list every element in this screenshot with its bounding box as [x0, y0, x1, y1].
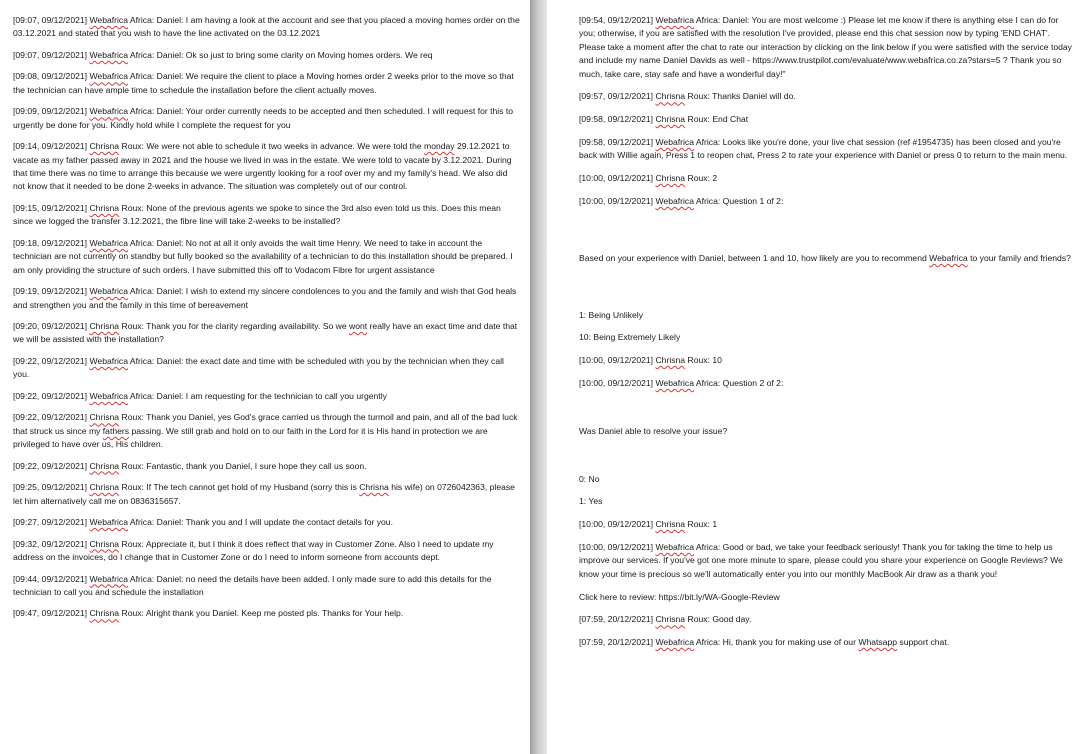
chat-message: [09:22, 09/12/2021] Chrisna Roux: Fantastic, thank you Daniel, I sure hope they call us soon.	[13, 460, 367, 471]
chat-message: 1: Being Unlikely	[579, 309, 644, 320]
chat-message: [09:18, 09/12/2021] Webafrica Africa: Daniel: No not at all it only avoids the wait time Henry. We need to take in account the technician are not currently on standby but fully booked so the availability of a technician to do this installation should be prepared. I am only providing the structure of such orders. I have submitted this off to Vodacom Fibre for urgent assistance	[13, 237, 513, 275]
chat-message: [09:08, 09/12/2021] Webafrica Africa: Daniel: We require the client to place a Moving homes order 2 weeks prior to the move so that the technician can have ample time to schedule the installation before the client actually moves.	[13, 71, 514, 95]
chat-message: 1: Yes	[579, 496, 603, 507]
blank-line	[579, 400, 1076, 425]
chat-message: [10:00, 09/12/2021] Webafrica Africa: Good or bad, we take your feedback seriously! Thank you for taking the time to help us improve our services. If you've got one more minute to spare, please could you share your experience on Google Reviews? We know your time is precious so we'll automatically enter you into our monthly MacBook Air draw as a thank you!	[579, 541, 1063, 579]
chat-message: [10:00, 09/12/2021] Webafrica Africa: Question 1 of 2:	[579, 196, 784, 207]
chat-message: [09:25, 09/12/2021] Chrisna Roux: If The tech cannot get hold of my Husband (sorry this is Chrisna his wife) on 0726042363, please let him alternatively call me on 0836315657.	[13, 482, 515, 506]
chat-message: [09:15, 09/12/2021] Chrisna Roux: None of the previous agents we spoke to since the 3rd also even told us this. Does this mean since we logged the transfer 3.12.2021, the fibre line will take 2-weeks to be installed?	[13, 202, 501, 227]
chat-message: [09:58, 09/12/2021] Webafrica Africa: Looks like you're done, your live chat session (ref #1954735) has been closed and you're back with Willie again, Press 1 to reopen chat, Press 2 to rate your experience with Daniel or press 0 to return to the main menu.	[579, 137, 1068, 161]
chat-message: [10:00, 09/12/2021] Webafrica Africa: Question 2 of 2:	[579, 378, 784, 388]
blank-line	[579, 448, 1076, 473]
chat-message: [09:57, 09/12/2021] Chrisna Roux: Thanks Daniel will do.	[579, 91, 796, 102]
chat-message: [07:59, 20/12/2021] Webafrica Africa: Hi, thank you for making use of our Whatsapp support chat.	[579, 637, 950, 648]
chat-message: [09:14, 09/12/2021] Chrisna Roux: We were not able to schedule it two weeks in advance. We were told the monday 29.12.2021 to vacate as my father passed away in 2021 and the house we lived in was in the estate. We were told to vacate by 3.12.2021. During that time there was no time to arrange this because we were urgently looking for a roof over my and my family's head. We also did not know that it needed to be done 2-weeks in advance. The situation was completely out of our control.	[13, 141, 512, 192]
chat-message: [09:44, 09/12/2021] Webafrica Africa: Daniel: no need the details have been added. I only made sure to add this details for the technician to call you and schedule the installation	[13, 573, 492, 597]
chat-message: [09:58, 09/12/2021] Chrisna Roux: End Chat	[579, 114, 749, 125]
chat-message: [10:00, 09/12/2021] Chrisna Roux: 2	[579, 173, 718, 184]
chat-message: 0: No	[579, 473, 600, 484]
chat-message: [09:19, 09/12/2021] Webafrica Africa: Daniel: I wish to extend my sincere condolences to you and the family and wish that God heals and strengthen you and the family in this time of bereavement	[13, 286, 517, 310]
chat-message: [09:22, 09/12/2021] Webafrica Africa: Daniel: the exact date and time with be scheduled with you by the technician when they call you.	[13, 355, 504, 380]
chat-message: [09:07, 09/12/2021] Webafrica Africa: Daniel: I am having a look at the account and see that you placed a moving homes order on the 03.12.2021 and stated that you wish to have the line activated on the 03.12.2021	[13, 15, 520, 39]
blank-line	[579, 218, 1076, 252]
chat-message: [09:54, 09/12/2021] Webafrica Africa: Daniel: You are most welcome :) Please let me know if there is anything else I can do for you; otherwise, if you are satisfied with the resolution I've provided, please end this chat session now by typing 'END CHAT'. Please take a moment after the chat to rate our interaction by clicking on the link below if you were satisfied with the service today and include my name Daniel Davids as well - https://www.trustpilot.com/evaluate/www.webafrica.co.za?stars=5 ? Thank you so much, take care, stay safe and have a wonderful day!"	[579, 15, 1072, 79]
chat-message: [10:00, 09/12/2021] Chrisna Roux: 10	[579, 355, 722, 366]
chat-message: [09:22, 09/12/2021] Webafrica Africa: Daniel: I am requesting for the technician to call you urgently	[13, 390, 387, 401]
chat-message: 10: Being Extremely Likely	[579, 332, 681, 343]
chat-message: [10:00, 09/12/2021] Chrisna Roux: 1	[579, 519, 718, 530]
chat-message: [09:20, 09/12/2021] Chrisna Roux: Thank you for the clarity regarding availability. So we wont really have an exact time and date that we will be assisted with the installation?	[13, 321, 518, 345]
chat-message: [09:32, 09/12/2021] Chrisna Roux: Appreciate it, but I think it does reflect that way in Customer Zone. Also I need to update my address on the invoices, do I change that in Customer Zone or do I need to inform someone from accounts dept.	[13, 538, 494, 562]
chat-message: Was Daniel able to resolve your issue?	[579, 425, 728, 436]
blank-line	[579, 275, 1076, 309]
chat-message: [07:59, 20/12/2021] Chrisna Roux: Good day.	[579, 614, 752, 625]
chat-message: [09:07, 09/12/2021] Webafrica Africa: Daniel: Ok so just to bring some clarity on Moving homes orders. We req	[13, 49, 433, 60]
document-page-right	[547, 0, 1086, 754]
chat-message: Click here to review: https://bit.ly/WA-Google-Review	[579, 591, 780, 602]
chat-message: Based on your experience with Daniel, between 1 and 10, how likely are you to recommend Webafrica to your family and friends?	[579, 252, 1071, 263]
document-page-left	[0, 0, 530, 754]
chat-message: [09:22, 09/12/2021] Chrisna Roux: Thank you Daniel, yes God's grace carried us through the turmoil and pain, and all of the bad luck that struck us since my fathers passing. We still grab and hold on to our faith in the Lord for it is His hand in protection we are privileged to have over us, His children.	[13, 412, 518, 450]
chat-message: [09:47, 09/12/2021] Chrisna Roux: Alright thank you Daniel. Keep me posted pls. Thanks for Your help.	[13, 608, 404, 619]
chat-message: [09:27, 09/12/2021] Webafrica Africa: Daniel: Thank you and I will update the contact details for you.	[13, 517, 393, 528]
chat-message: [09:09, 09/12/2021] Webafrica Africa: Daniel: Your order currently needs to be accepted and then scheduled. I will request for this to urgently be done for you. Kindly hold while I complete the request for you	[13, 106, 514, 130]
page-gutter	[530, 0, 547, 754]
